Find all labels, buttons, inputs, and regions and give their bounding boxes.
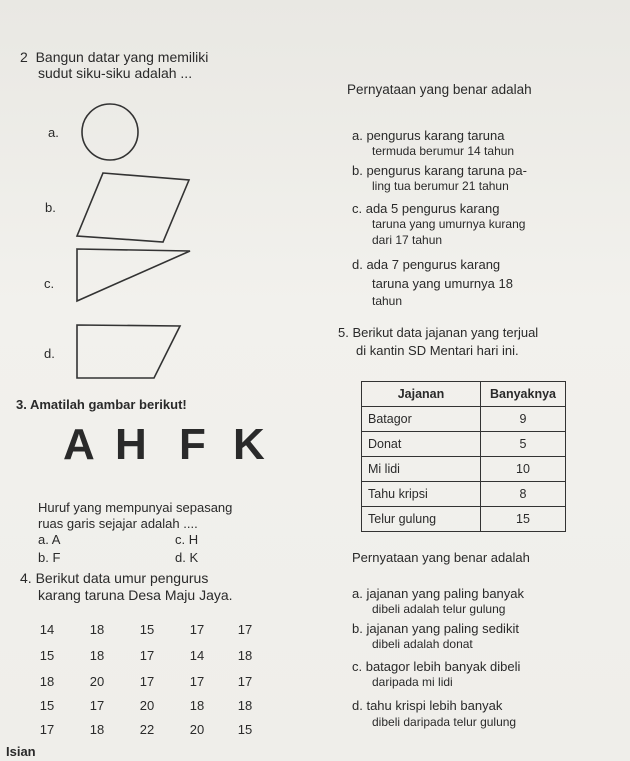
- age-cell: 17: [189, 622, 205, 637]
- q3-option-b: b. F: [38, 550, 61, 565]
- q2-stem-text1: Bangun datar yang memiliki: [35, 49, 209, 65]
- age-cell: 18: [89, 648, 105, 663]
- right2-option-d-line2: dibeli daripada telur gulung: [372, 715, 517, 729]
- right1-option-b-line2: ling tua berumur 21 tahun: [372, 179, 509, 193]
- age-cell: 17: [237, 622, 253, 637]
- age-cell: 17: [139, 674, 155, 689]
- age-cell: 15: [39, 648, 55, 663]
- q4-stem-line2: karang taruna Desa Maju Jaya.: [38, 587, 233, 603]
- age-cell: 22: [139, 722, 155, 737]
- age-cell: 17: [89, 698, 105, 713]
- right1-option-c-line1: c. ada 5 pengurus karang: [352, 201, 500, 216]
- age-cell: 20: [139, 698, 155, 713]
- right2-option-a-line2: dibeli adalah telur gulung: [372, 602, 506, 616]
- q3-title: 3. Amatilah gambar berikut!: [16, 397, 187, 412]
- q2-option-c-label: c.: [44, 276, 55, 291]
- q5-stem-line1: 5. Berikut data jajanan yang terjual: [338, 325, 539, 340]
- age-cell: 15: [39, 698, 55, 713]
- table-cell-count: 8: [481, 482, 566, 507]
- q5-stem-line2: di kantin SD Mentari hari ini.: [356, 343, 519, 358]
- q2-option-d-label: d.: [44, 346, 55, 361]
- age-cell: 14: [189, 648, 205, 663]
- age-cell: 17: [139, 648, 155, 663]
- q2-trapezoid-shape: [74, 322, 184, 382]
- age-cell: 20: [189, 722, 205, 737]
- table-cell-item: Donat: [362, 432, 481, 457]
- right1-option-d-line2: taruna yang umurnya 18: [372, 276, 513, 291]
- age-cell: 18: [189, 698, 205, 713]
- age-cell: 17: [189, 674, 205, 689]
- age-cell: 18: [89, 722, 105, 737]
- table-row: [362, 407, 566, 432]
- right1-option-d-line1: d. ada 7 pengurus karang: [352, 257, 501, 272]
- table-header-jajanan: Jajanan: [362, 382, 481, 407]
- age-cell: 18: [89, 622, 105, 637]
- q4-stem-line1: 4. Berikut data umur pengurus: [20, 570, 209, 586]
- age-cell: 20: [89, 674, 105, 689]
- q3-stem-line1: Huruf yang mempunyai sepasang: [38, 500, 233, 515]
- table-cell-item: Tahu kripsi: [362, 482, 481, 507]
- right1-option-d-line3: tahun: [372, 294, 403, 308]
- q2-stem-line2: sudut siku-siku adalah ...: [38, 65, 193, 81]
- q3-option-c: c. H: [175, 532, 199, 547]
- table-row: [362, 482, 566, 507]
- right1-option-a-line1: a. pengurus karang taruna: [352, 128, 505, 143]
- age-cell: 15: [237, 722, 253, 737]
- table-cell-count: 5: [481, 432, 566, 457]
- table-cell-count: 9: [481, 407, 566, 432]
- table-row: [362, 507, 566, 532]
- right2-title: Pernyataan yang benar adalah: [352, 550, 530, 565]
- letter-a: A: [63, 420, 95, 469]
- right2-option-c-line2: daripada mi lidi: [372, 675, 453, 689]
- letter-h: H: [115, 420, 147, 469]
- age-cell: 18: [237, 698, 253, 713]
- table-header-row: [362, 382, 566, 407]
- q2-option-b-label: b.: [45, 200, 56, 215]
- q3-stem-line2: ruas garis sejajar adalah ....: [38, 516, 198, 531]
- right1-option-b-line1: b. pengurus karang taruna pa-: [352, 163, 527, 178]
- right2-option-a-line1: a. jajanan yang paling banyak: [352, 586, 525, 601]
- right2-option-b-line1: b. jajanan yang paling sedikit: [352, 621, 519, 636]
- age-cell: 17: [39, 722, 55, 737]
- table-cell-item: Telur gulung: [362, 507, 481, 532]
- table-header-banyaknya: Banyaknya: [481, 382, 566, 407]
- q2-right-triangle-shape: [74, 245, 194, 305]
- table-row: [362, 432, 566, 457]
- table-row: [362, 457, 566, 482]
- age-cell: 14: [39, 622, 55, 637]
- letter-k: K: [233, 420, 265, 469]
- right1-option-a-line2: termuda berumur 14 tahun: [372, 144, 515, 158]
- q3-option-d: d. K: [175, 550, 199, 565]
- table-cell-item: Batagor: [362, 407, 481, 432]
- age-cell: 17: [237, 674, 253, 689]
- isian-heading: Isian: [6, 744, 36, 759]
- right1-option-c-line2: taruna yang umurnya kurang: [372, 217, 526, 231]
- right2-option-d-line1: d. tahu krispi lebih banyak: [352, 698, 503, 713]
- q2-parallelogram-shape: [75, 170, 195, 246]
- q2-option-a-label: a.: [48, 125, 59, 140]
- q2-number: 2: [20, 49, 28, 65]
- age-cell: 18: [39, 674, 55, 689]
- letter-f: F: [179, 420, 206, 469]
- right1-option-c-line3: dari 17 tahun: [372, 233, 443, 247]
- table-cell-item: Mi lidi: [362, 457, 481, 482]
- right2-option-c-line1: c. batagor lebih banyak dibeli: [352, 659, 521, 674]
- right2-option-b-line2: dibeli adalah donat: [372, 637, 473, 651]
- q2-stem-line1: [20, 50, 208, 65]
- age-cell: 18: [237, 648, 253, 663]
- right1-title: Pernyataan yang benar adalah: [347, 82, 532, 97]
- age-cell: 15: [139, 622, 155, 637]
- snack-sales-table: [361, 381, 566, 532]
- q3-option-a: a. A: [38, 532, 61, 547]
- q2-circle-shape: [80, 102, 140, 162]
- table-cell-count: 15: [481, 507, 566, 532]
- table-cell-count: 10: [481, 457, 566, 482]
